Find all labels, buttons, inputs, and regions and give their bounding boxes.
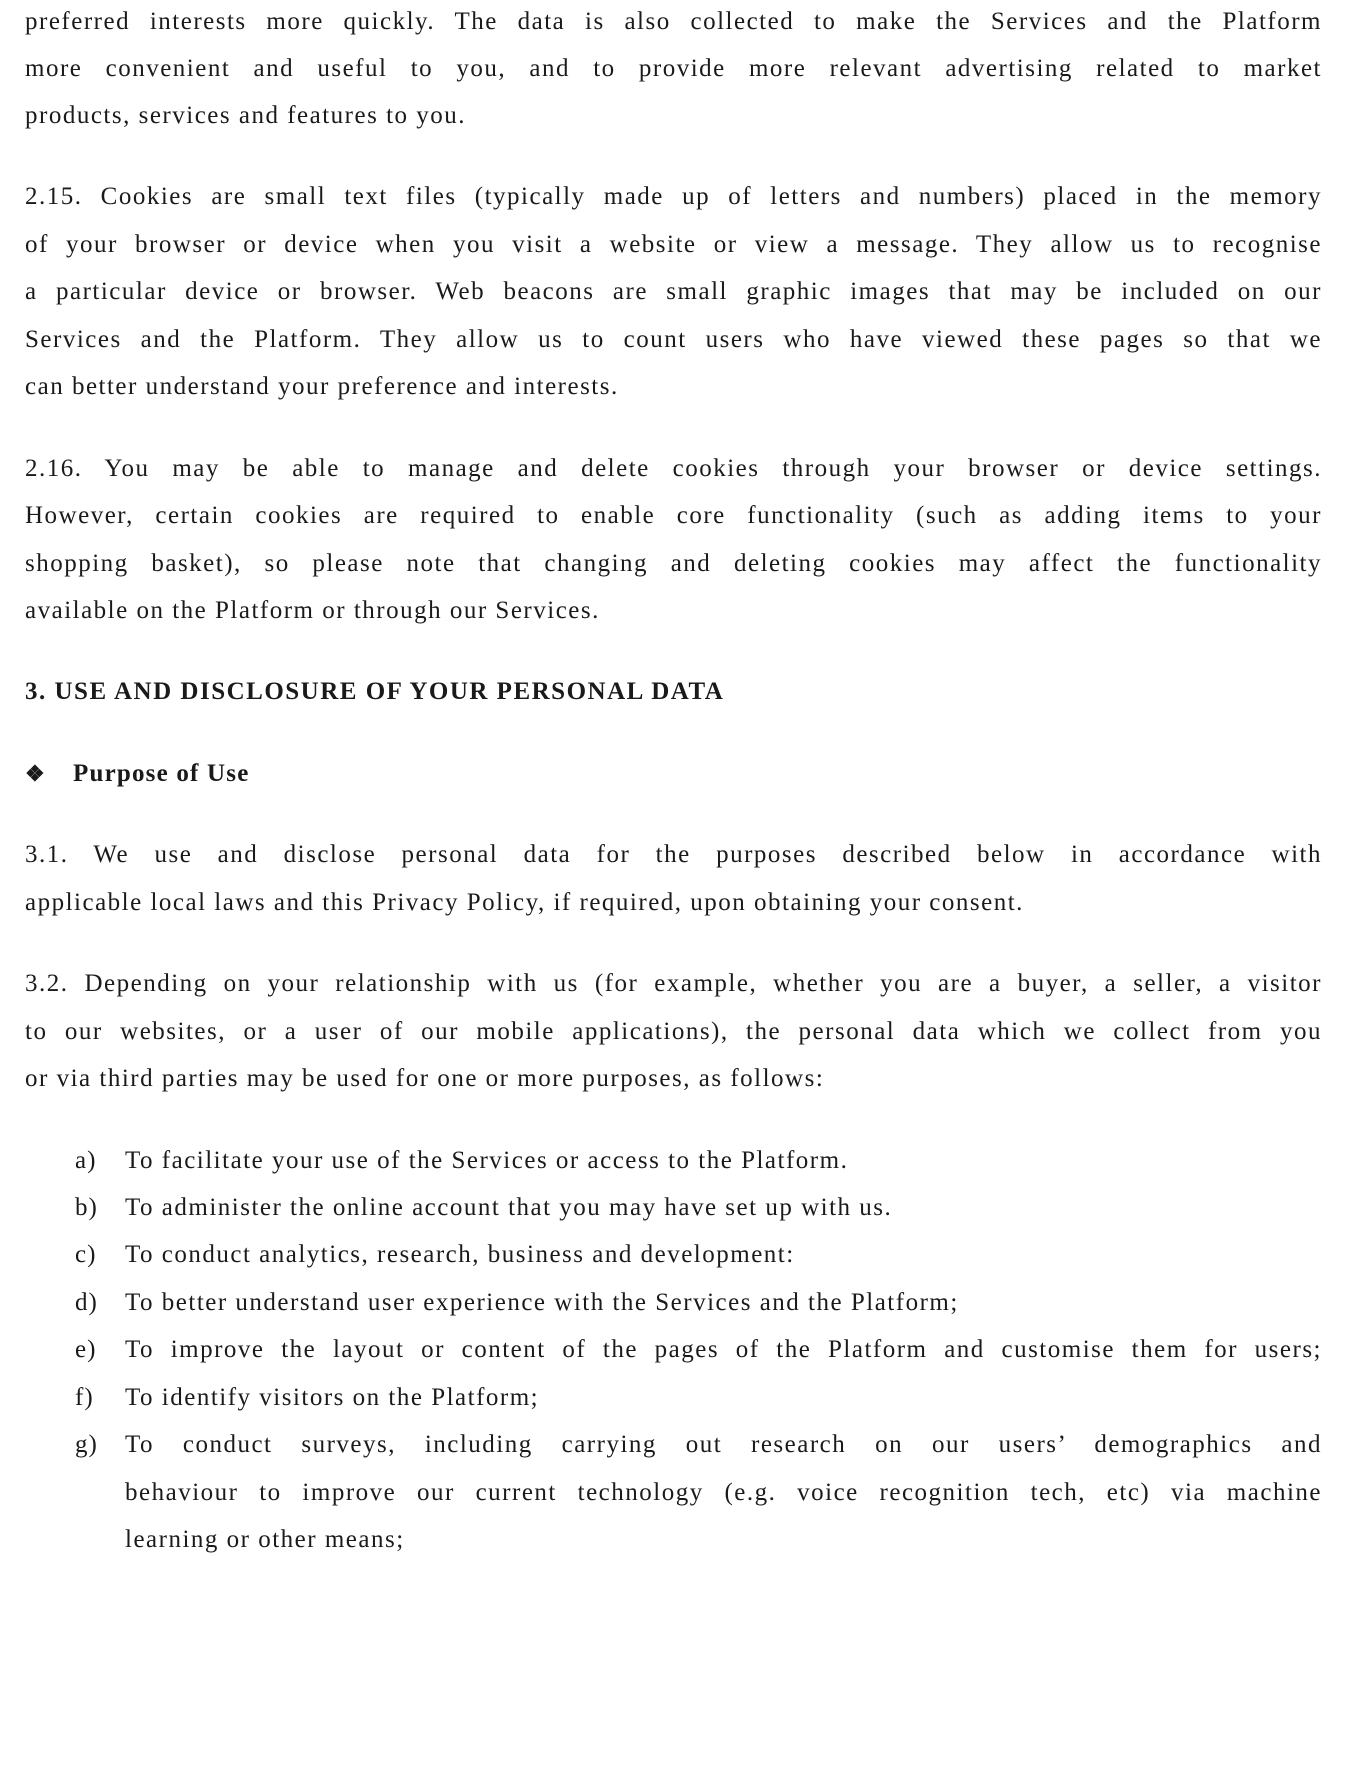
list-item-a: To facilitate your use of the Services or access to the Platform. [125, 1147, 849, 1174]
paragraph-2-16-line-4: available on the Platform or through our Services. [25, 597, 600, 624]
section-3-heading: 3. USE AND DISCLOSURE OF YOUR PERSONAL DATA [25, 678, 725, 705]
paragraph-2-16-line-3: shopping basket), so please note that changing and deleting cookies may affect the functionality [25, 550, 1322, 577]
list-item-g-line-2: behaviour to improve our current technology (e.g. voice recognition tech, etc) via machine [125, 1479, 1322, 1506]
purpose-of-use-heading [25, 759, 250, 789]
list-item-d: To better understand user experience with the Services and the Platform; [125, 1289, 959, 1316]
paragraph-2-15-line-2: of your browser or device when you visit a website or view a message. They allow us to recognise [25, 231, 1322, 258]
purpose-of-use-label: Purpose of Use [73, 760, 250, 787]
paragraph-2-14-line-3: products, services and features to you. [25, 102, 467, 129]
list-item-marker-f: f) [75, 1384, 94, 1411]
list-item-b: To administer the online account that you may have set up with us. [125, 1194, 893, 1221]
paragraph-3-2-line-1: 3.2. Depending on your relationship with us (for example, whether you are a buyer, a seller, a visitor [25, 970, 1322, 997]
paragraph-3-1-line-2: applicable local laws and this Privacy Policy, if required, upon obtaining your consent. [25, 889, 1024, 916]
list-item-g-line-3: learning or other means; [125, 1526, 405, 1553]
list-item-e: To improve the layout or content of the pages of the Platform and customise them for users; [125, 1336, 1322, 1363]
list-item-c: To conduct analytics, research, business and development: [125, 1241, 795, 1268]
paragraph-2-16-line-1: 2.16. You may be able to manage and delete cookies through your browser or device settings. [25, 455, 1322, 482]
paragraph-2-15-line-1: 2.15. Cookies are small text files (typically made up of letters and numbers) placed in the memory [25, 183, 1322, 210]
paragraph-2-14-line-2: more convenient and useful to you, and to provide more relevant advertising related to market [25, 55, 1322, 82]
paragraph-2-15-line-3: a particular device or browser. Web beacons are small graphic images that may be included on our [25, 278, 1322, 305]
paragraph-2-14-line-1: preferred interests more quickly. The data is also collected to make the Services and the Platform [25, 8, 1322, 35]
list-item-marker-e: e) [75, 1336, 97, 1363]
paragraph-2-15-line-4: Services and the Platform. They allow us to count users who have viewed these pages so that we [25, 326, 1322, 353]
list-item-marker-d: d) [75, 1289, 98, 1316]
paragraph-3-1-line-1: 3.1. We use and disclose personal data for the purposes described below in accordance with [25, 841, 1322, 868]
list-item-marker-g: g) [75, 1431, 98, 1458]
list-item-marker-a: a) [75, 1147, 97, 1174]
paragraph-3-2-line-3: or via third parties may be used for one or more purposes, as follows: [25, 1065, 825, 1092]
list-item-f: To identify visitors on the Platform; [125, 1384, 540, 1411]
list-item-g-line-1: To conduct surveys, including carrying out research on our users’ demographics and [125, 1431, 1322, 1458]
list-item-marker-b: b) [75, 1194, 98, 1221]
list-item-marker-c: c) [75, 1241, 97, 1268]
paragraph-2-15-line-5: can better understand your preference and interests. [25, 373, 619, 400]
paragraph-2-16-line-2: However, certain cookies are required to enable core functionality (such as adding items to your [25, 502, 1322, 529]
paragraph-3-2-line-2: to our websites, or a user of our mobile applications), the personal data which we collect from you [25, 1018, 1322, 1045]
diamond-bullet-icon: ❖ [25, 761, 46, 786]
